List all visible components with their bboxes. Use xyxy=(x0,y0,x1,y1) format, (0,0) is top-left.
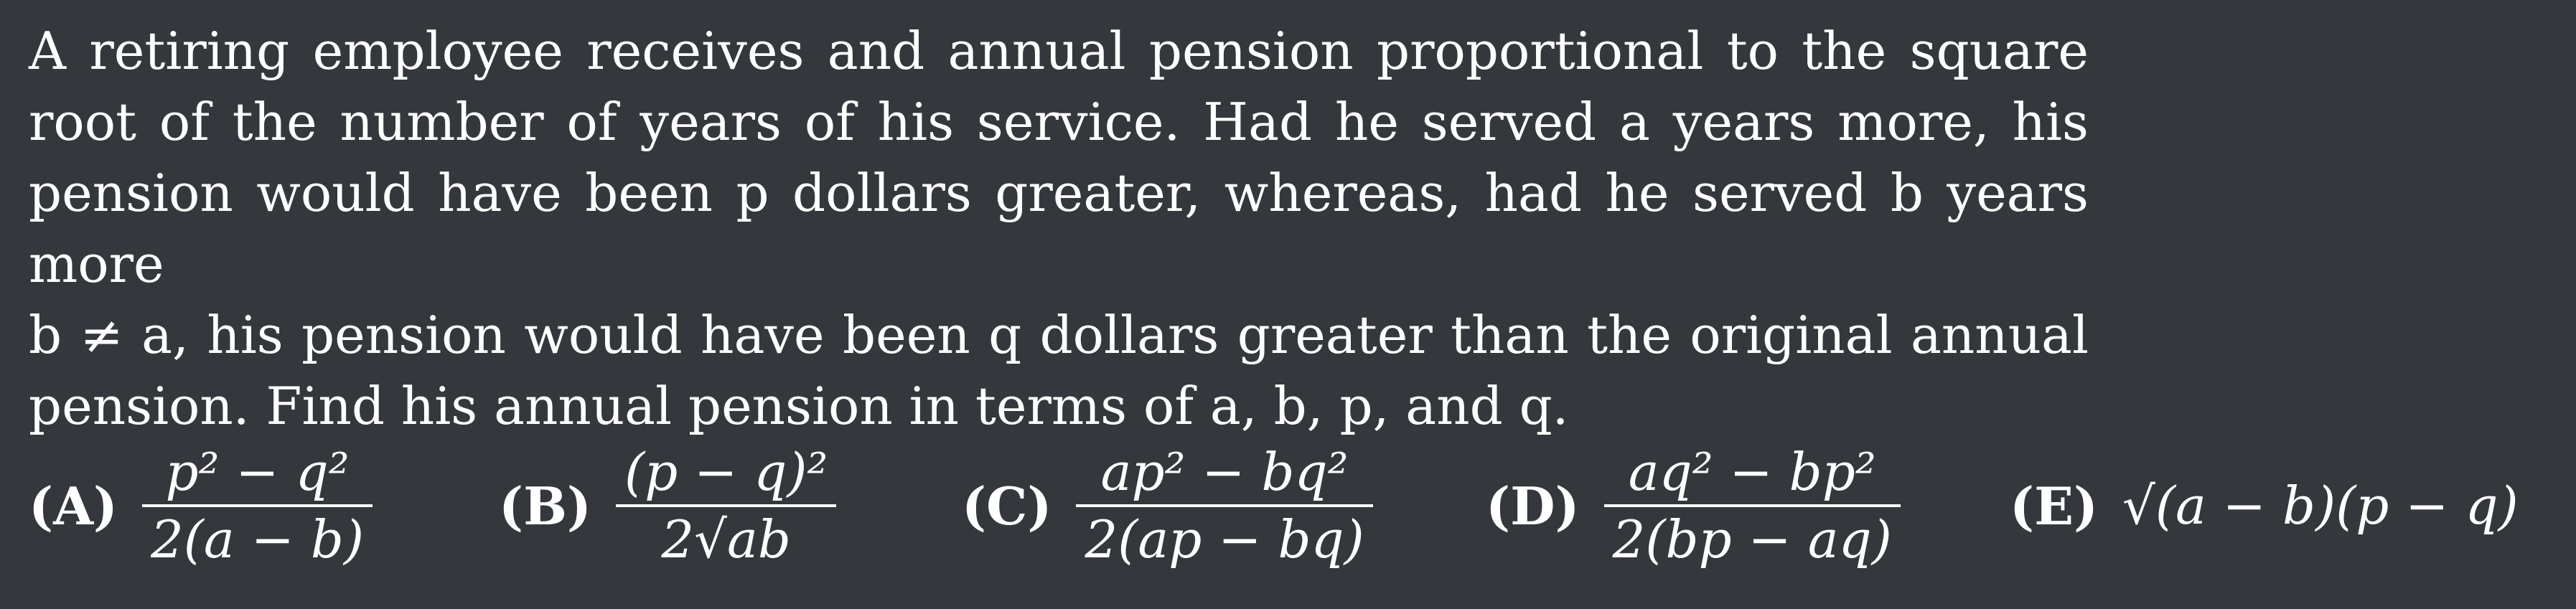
choice-a-denominator: 2(a − b) xyxy=(151,509,365,570)
choice-c-label: (C) xyxy=(962,475,1052,537)
problem-line-3: pension would have been p dollars greater, whereas, had he served b years more xyxy=(29,163,2089,294)
choice-b-numerator: (p − q)² xyxy=(624,442,828,502)
choice-b-denominator: 2√ab xyxy=(661,509,792,570)
choice-d-denominator: 2(bp − aq) xyxy=(1612,509,1892,570)
choice-a-numerator-text: p² − q² xyxy=(165,442,350,502)
choice-b-label: (B) xyxy=(499,475,591,537)
choice-e[interactable] xyxy=(2010,423,2519,588)
choice-e-label: (E) xyxy=(2010,475,2099,537)
answer-choices xyxy=(29,423,2541,588)
choice-d[interactable] xyxy=(1486,423,1901,588)
choice-c-numerator: ap² − bq² xyxy=(1100,442,1349,502)
choice-b[interactable] xyxy=(499,423,836,588)
choice-a-fraction xyxy=(142,440,373,572)
choice-d-numerator: aq² − bp² xyxy=(1628,442,1876,502)
choice-e-expression: √(a − b)(p − q) xyxy=(2122,476,2519,536)
problem-line-1: A retiring employee receives and annual pension proportional to the square xyxy=(29,21,2089,81)
problem-statement xyxy=(29,16,2089,442)
problem-line-2: root of the number of years of his service. Had he served a years more, his xyxy=(29,92,2089,152)
choice-d-fraction xyxy=(1604,440,1901,572)
choice-c[interactable] xyxy=(962,423,1373,588)
choice-a-numerator xyxy=(157,440,358,504)
choice-b-fraction xyxy=(616,440,836,572)
choice-c-fraction xyxy=(1076,440,1372,572)
problem-line-4: b ≠ a, his pension would have been q dollars greater than the original annual xyxy=(29,305,2089,365)
choice-d-label: (D) xyxy=(1486,475,1580,537)
choice-a[interactable] xyxy=(29,423,373,588)
problem-line-5: pension. Find his annual pension in terms of a, b, p, and q. xyxy=(29,376,1569,436)
choice-c-denominator: 2(ap − bq) xyxy=(1085,509,1364,570)
choice-a-label: (A) xyxy=(29,475,118,537)
